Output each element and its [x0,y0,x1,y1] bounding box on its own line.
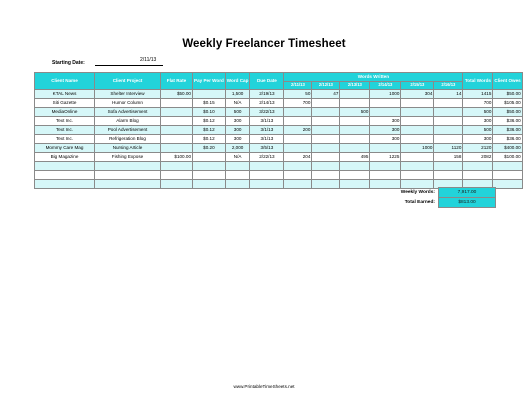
cell-words-day-5[interactable] [401,126,434,135]
table-row [35,117,523,126]
cell-words-day-3[interactable] [340,162,370,171]
cell-words-day-4[interactable] [370,144,401,153]
cell-client-name[interactable]: Text Inc. [35,126,95,135]
cell-words-day-3[interactable] [340,90,370,99]
cell-client-name[interactable]: Text Inc. [35,117,95,126]
header-pay-per-word: Pay Per Word [193,73,226,90]
total-earned-row [331,198,496,208]
cell-words-day-6[interactable]: 14 [434,90,463,99]
cell-word-cap[interactable]: 300 [225,117,250,126]
cell-due-date[interactable]: 3/1/13 [250,135,284,144]
cell-client-owes[interactable]: $36.00 [493,117,522,126]
cell-client-owes[interactable]: $50.00 [493,108,522,117]
cell-words-day-6[interactable] [434,126,463,135]
cell-client-project[interactable]: Sofa Advertisement [95,108,161,117]
cell-words-day-1[interactable] [284,162,312,171]
cell-word-cap[interactable]: 1,500 [225,90,250,99]
cell-flat-rate[interactable] [161,117,193,126]
header-client-project: Client Project [95,73,161,90]
cell-words-day-1[interactable] [284,108,312,117]
header-date-5: 2/15/13 [401,82,434,90]
cell-total-words[interactable]: 2120 [463,144,493,153]
cell-flat-rate[interactable] [161,180,193,189]
cell-word-cap[interactable]: 500 [225,108,250,117]
cell-due-date[interactable]: 3/5/13 [250,144,284,153]
cell-words-day-4[interactable]: 1000 [370,90,401,99]
cell-words-day-5[interactable] [401,153,434,162]
cell-total-words[interactable]: 300 [463,135,493,144]
cell-client-name[interactable]: MediaOnline [35,108,95,117]
cell-words-day-3[interactable]: 495 [340,153,370,162]
cell-words-day-1[interactable]: 700 [284,99,312,108]
cell-words-day-5[interactable] [401,171,434,180]
cell-words-day-4[interactable] [370,99,401,108]
cell-client-project[interactable]: Humor Column [95,99,161,108]
total-earned-label: Total Earned: [404,200,435,205]
header-row [35,73,523,82]
cell-words-day-4[interactable]: 300 [370,126,401,135]
cell-words-day-2[interactable] [312,162,340,171]
cell-words-day-2[interactable]: 47 [312,90,340,99]
table-row [35,135,523,144]
cell-due-date[interactable] [250,162,284,171]
cell-word-cap[interactable]: N/A [225,99,250,108]
cell-words-day-6[interactable] [434,135,463,144]
cell-client-owes[interactable] [493,171,522,180]
weekly-words-value: 7,917.00 [439,188,496,198]
cell-words-day-5[interactable]: 304 [401,90,434,99]
cell-total-words[interactable]: 700 [463,99,493,108]
cell-client-name[interactable] [35,162,95,171]
cell-flat-rate[interactable]: $100.00 [161,153,193,162]
cell-words-day-2[interactable] [312,99,340,108]
table-row [35,162,523,171]
cell-total-words[interactable]: 2082 [463,153,493,162]
header-total-words: Total Words [463,73,493,90]
cell-words-day-3[interactable] [340,99,370,108]
cell-total-words[interactable]: 500 [463,108,493,117]
cell-client-project[interactable] [95,171,161,180]
cell-words-day-2[interactable] [312,117,340,126]
timesheet-body [35,90,523,189]
cell-due-date[interactable]: 2/22/13 [250,153,284,162]
cell-client-owes[interactable]: $36.00 [493,135,522,144]
cell-words-day-1[interactable] [284,117,312,126]
header-due-date: Due Date [250,73,284,90]
cell-words-day-6[interactable] [434,171,463,180]
cell-words-day-6[interactable] [434,162,463,171]
totals-block [331,187,496,208]
cell-due-date[interactable]: 2/19/13 [250,90,284,99]
cell-client-project[interactable]: Pool Advertisement [95,126,161,135]
cell-words-day-5[interactable] [401,99,434,108]
table-row [35,108,523,117]
cell-pay-per-word[interactable]: $0.12 [193,117,226,126]
cell-words-day-3[interactable] [340,135,370,144]
weekly-words-label: Weekly Words: [400,190,435,195]
cell-words-day-6[interactable]: 158 [434,153,463,162]
cell-words-day-2[interactable] [312,126,340,135]
timesheet-table [34,72,523,189]
cell-word-cap[interactable]: 300 [225,126,250,135]
cell-words-day-3[interactable] [340,117,370,126]
cell-word-cap[interactable] [225,180,250,189]
cell-pay-per-word[interactable] [193,180,226,189]
cell-pay-per-word[interactable]: $0.10 [193,108,226,117]
cell-total-words[interactable]: 1415 [463,90,493,99]
cell-pay-per-word[interactable]: $0.20 [193,144,226,153]
cell-client-name[interactable] [35,180,95,189]
cell-words-day-1[interactable]: 204 [284,153,312,162]
cell-pay-per-word[interactable] [193,171,226,180]
cell-words-day-2[interactable] [312,135,340,144]
cell-client-project[interactable] [95,162,161,171]
cell-client-project[interactable] [95,180,161,189]
cell-client-name[interactable]: Text Inc. [35,135,95,144]
cell-word-cap[interactable]: N/A [225,153,250,162]
cell-words-day-3[interactable] [340,126,370,135]
cell-words-day-2[interactable] [312,153,340,162]
cell-flat-rate[interactable] [161,135,193,144]
cell-words-day-5[interactable] [401,117,434,126]
cell-words-day-4[interactable]: 300 [370,117,401,126]
cell-pay-per-word[interactable]: $0.12 [193,135,226,144]
cell-pay-per-word[interactable] [193,162,226,171]
cell-due-date[interactable]: 3/1/13 [250,126,284,135]
cell-words-day-6[interactable] [434,99,463,108]
cell-client-owes[interactable]: $400.00 [493,144,522,153]
cell-client-project[interactable]: Refrigeration Blog [95,135,161,144]
cell-flat-rate[interactable] [161,99,193,108]
cell-words-day-1[interactable]: 50 [284,90,312,99]
table-row [35,90,523,99]
cell-client-project[interactable]: Shelter Interview [95,90,161,99]
cell-words-day-3[interactable] [340,171,370,180]
cell-words-day-1[interactable] [284,144,312,153]
cell-words-day-3[interactable]: 500 [340,108,370,117]
cell-words-day-4[interactable] [370,108,401,117]
cell-flat-rate[interactable] [161,144,193,153]
cell-words-day-4[interactable] [370,162,401,171]
cell-words-day-3[interactable] [340,144,370,153]
table-row [35,153,523,162]
cell-due-date[interactable]: 3/1/13 [250,117,284,126]
cell-pay-per-word[interactable]: $0.12 [193,126,226,135]
cell-due-date[interactable] [250,180,284,189]
header-date-2: 2/12/13 [312,82,340,90]
header-date-3: 2/13/13 [340,82,370,90]
cell-client-owes[interactable]: $105.00 [493,99,522,108]
cell-flat-rate[interactable] [161,108,193,117]
cell-client-name[interactable]: Big Magazine [35,153,95,162]
header-date-4: 2/14/13 [370,82,401,90]
cell-words-day-5[interactable]: 1000 [401,144,434,153]
cell-total-words[interactable]: 300 [463,117,493,126]
cell-client-name[interactable]: Mommy Care Mag [35,144,95,153]
cell-client-project[interactable]: Fishing Expose [95,153,161,162]
cell-word-cap[interactable]: 300 [225,135,250,144]
header-word-cap: Word Cap [225,73,250,90]
cell-due-date[interactable] [250,171,284,180]
header-words-written: Words Written [284,73,463,82]
table-row [35,144,523,153]
cell-words-day-1[interactable]: 200 [284,126,312,135]
cell-words-day-5[interactable] [401,162,434,171]
cell-pay-per-word[interactable] [193,90,226,99]
cell-client-name[interactable] [35,171,95,180]
cell-words-day-6[interactable] [434,117,463,126]
cell-flat-rate[interactable] [161,126,193,135]
cell-words-day-2[interactable] [312,171,340,180]
cell-words-day-5[interactable] [401,135,434,144]
cell-client-owes[interactable]: $36.00 [493,126,522,135]
cell-due-date[interactable]: 3/22/13 [250,108,284,117]
cell-client-owes[interactable]: $50.00 [493,90,522,99]
cell-words-day-5[interactable] [401,108,434,117]
table-row [35,171,523,180]
cell-words-day-1[interactable] [284,171,312,180]
cell-client-name[interactable]: KTAL News [35,90,95,99]
cell-words-day-6[interactable] [434,108,463,117]
cell-client-project[interactable]: Alarm Blog [95,117,161,126]
cell-client-project[interactable]: Nursing Article [95,144,161,153]
cell-client-owes[interactable] [493,162,522,171]
cell-words-day-6[interactable]: 1120 [434,144,463,153]
header-date-1: 2/11/13 [284,82,312,90]
cell-words-day-1[interactable] [284,180,312,189]
cell-total-words[interactable] [463,162,493,171]
cell-pay-per-word[interactable] [193,153,226,162]
weekly-words-row [331,188,496,198]
footer-url: www.PrintableTimeSheets.net [233,384,295,389]
table-row [35,126,523,135]
header-client-name: Client Name [35,73,95,90]
cell-words-day-4[interactable]: 1225 [370,153,401,162]
header-date-6: 2/16/13 [434,82,463,90]
cell-client-name[interactable]: Siti Gazette [35,99,95,108]
starting-date-value: 2/11/13 [140,57,157,63]
cell-total-words[interactable] [463,171,493,180]
cell-words-day-2[interactable] [312,108,340,117]
total-earned-value: $813.00 [439,198,496,208]
header-flat-rate: Flat Rate [161,73,193,90]
cell-words-day-1[interactable] [284,135,312,144]
page-title: Weekly Freelancer Timesheet [182,38,346,50]
cell-word-cap[interactable] [225,162,250,171]
cell-flat-rate[interactable] [161,162,193,171]
cell-total-words[interactable]: 500 [463,126,493,135]
cell-client-owes[interactable] [493,180,522,189]
cell-word-cap[interactable] [225,171,250,180]
cell-words-day-4[interactable]: 300 [370,135,401,144]
cell-due-date[interactable]: 2/14/13 [250,99,284,108]
table-row [35,99,523,108]
starting-date-label: Starting Date: [52,60,85,66]
header-client-owes: Client Owes [493,73,522,90]
cell-pay-per-word[interactable]: $0.15 [193,99,226,108]
cell-words-day-4[interactable] [370,171,401,180]
cell-words-day-2[interactable] [312,144,340,153]
starting-date-underline [95,65,163,66]
cell-flat-rate[interactable] [161,171,193,180]
cell-client-owes[interactable]: $100.00 [493,153,522,162]
cell-flat-rate[interactable]: $50.00 [161,90,193,99]
cell-word-cap[interactable]: 2,000 [225,144,250,153]
